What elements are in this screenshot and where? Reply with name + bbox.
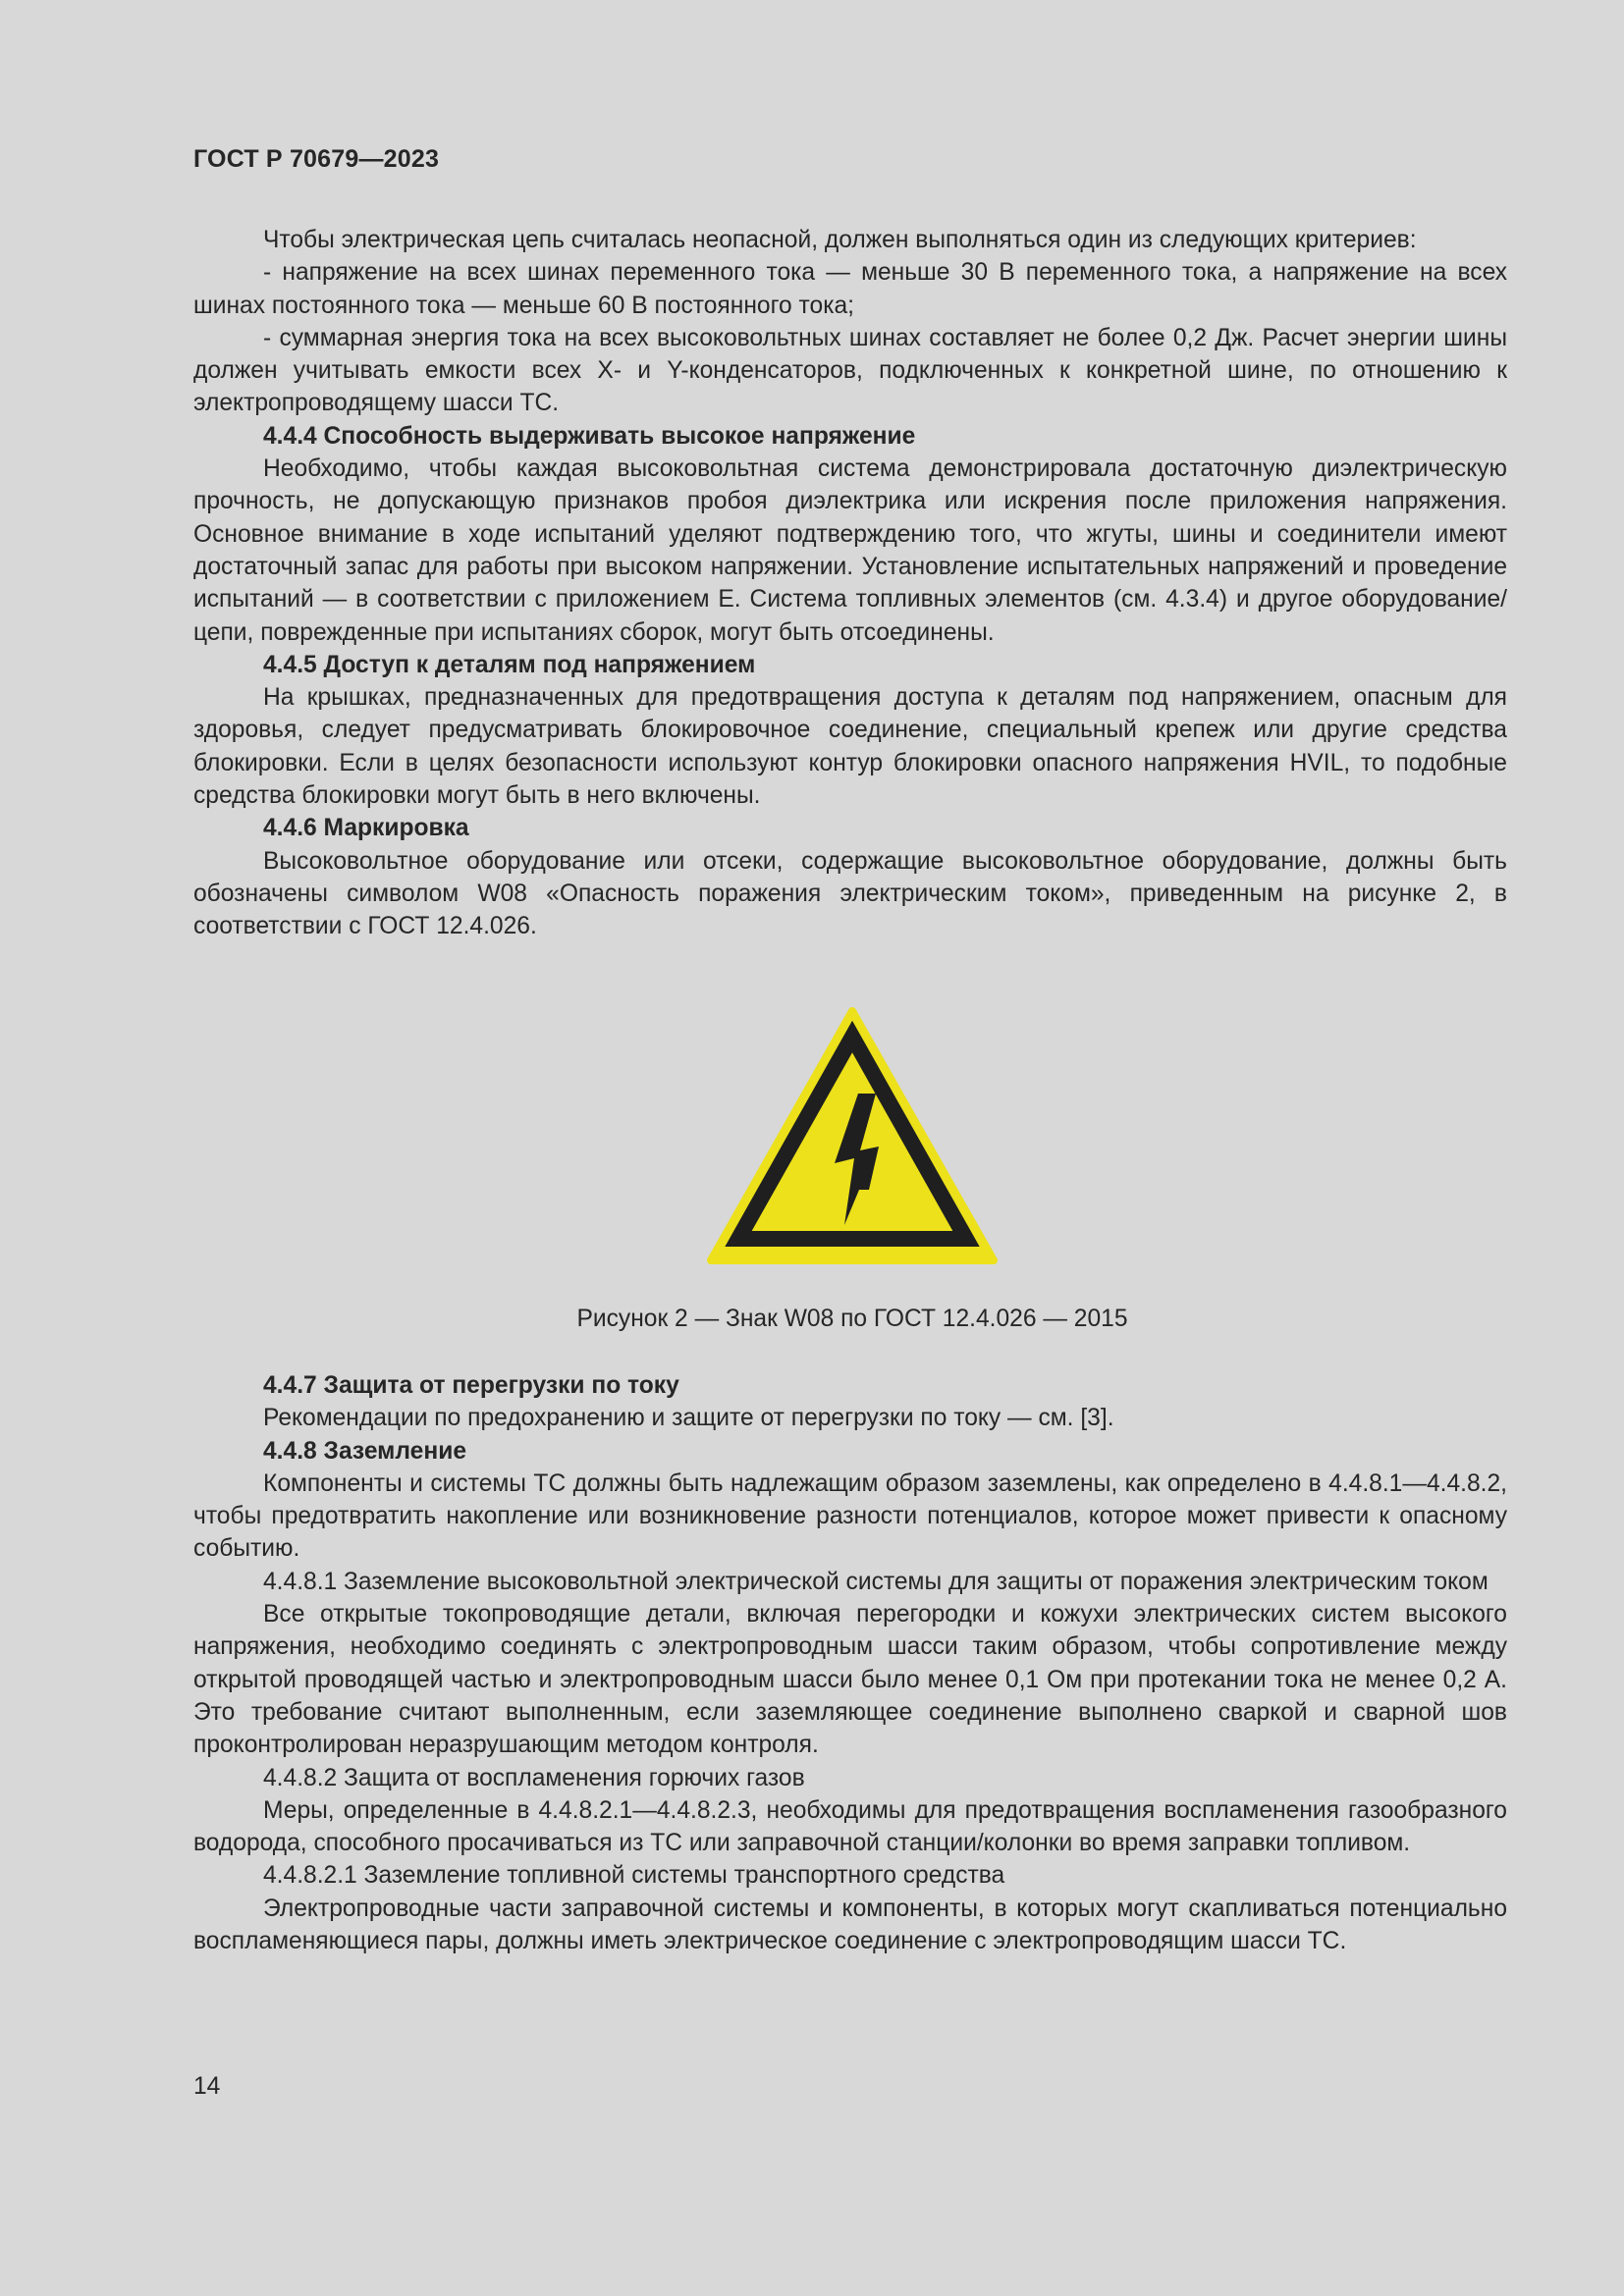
body-text-bottom <box>193 1369 1507 1957</box>
document-header: ГОСТ Р 70679—2023 <box>193 145 440 173</box>
paragraph: Электропроводные части заправочной системы и компоненты, в которых могут скапливаться потенциально воспламеняющиеся пары, должны иметь электрическое соединение с электропроводящим шасси ТС. <box>193 1895 1507 1955</box>
section-heading: 4.4.6 Маркировка <box>263 815 469 842</box>
paragraph: 4.4.8.2.1 Заземление топливной системы транспортного средства <box>263 1862 1005 1890</box>
section-heading: 4.4.5 Доступ к деталям под напряжением <box>263 651 756 678</box>
high-voltage-warning-icon <box>707 1007 998 1264</box>
paragraph: - суммарная энергия тока на всех высоковольтных шинах составляет не более 0,2 Дж. Расчет энергии шины должен учитывать емкости всех X- и Y-конденсаторов, подключенных к конкретной шине, по отношению к электропроводящему шасси ТС. <box>193 324 1507 417</box>
body-text-top <box>193 224 1507 943</box>
paragraph: 4.4.8.1 Заземление высоковольтной электрической системы для защиты от поражения электрическим током <box>263 1568 1489 1595</box>
paragraph: Рекомендации по предохранению и защите от перегрузки по току — см. [3]. <box>263 1405 1114 1432</box>
paragraph: Компоненты и системы ТС должны быть надлежащим образом заземлены, как определено в 4.4.8.1—4.4.8.2, чтобы предотвратить накопление или возникновение разности потенциалов, которое может привести к опасному событию. <box>193 1469 1507 1563</box>
paragraph: 4.4.8.2 Защита от воспламенения горючих газов <box>263 1764 805 1791</box>
paragraph: - напряжение на всех шинах переменного тока — меньше 30 В переменного тока, а напряжение на всех шинах постоянного тока — меньше 60 В постоянного тока; <box>193 259 1507 319</box>
paragraph: Высоковольтное оборудование или отсеки, содержащие высоковольтное оборудование, должны быть обозначены символом W08 «Опасность поражения электрическим током», приведенным на рисунке 2, в соответствии с ГОСТ 12.4.026. <box>193 847 1507 940</box>
paragraph: На крышках, предназначенных для предотвращения доступа к деталям под напряжением, опасным для здоровья, следует предусматривать блокировочное соединение, специальный крепеж или другие средства блокировки. Если в целях безопасности используют контур блокировки опасного напряжения HVIL, то подобные средства блокировки могут быть в него включены. <box>193 684 1507 810</box>
paragraph: Все открытые токопроводящие детали, включая перегородки и кожухи электрических систем высокого напряжения, необходимо соединять с электропроводным шасси таким образом, чтобы сопротивление между открытой проводящей частью и электропроводным шасси было менее 0,1 Ом при протекании тока не менее 0,2 А. Это требование считают выполненным, если заземляющее соединение выполнено сваркой и сварной шов проконтролирован неразрушающим методом контроля. <box>193 1601 1507 1759</box>
section-heading: 4.4.7 Защита от перегрузки по току <box>263 1372 679 1399</box>
figure-caption: Рисунок 2 — Знак W08 по ГОСТ 12.4.026 — 2015 <box>576 1306 1128 1332</box>
paragraph: Необходимо, чтобы каждая высоковольтная система демонстрировала достаточную диэлектрическую прочность, не допускающую признаков пробоя диэлектрика или искрения после приложения напряжения. Основное внимание в ходе испытаний уделяют подтверждению того, что жгуты, шины и соединители имеют достаточный запас для работы при высоком напряжении. Установление испытательных напряжений и проведение испытаний — в соответствии с приложением Е. Система топливных элементов (см. 4.3.4) и другое оборудование/цепи, поврежденные при испытаниях сборок, могут быть отсоединены. <box>193 455 1507 646</box>
section-heading: 4.4.4 Способность выдерживать высокое напряжение <box>263 422 916 450</box>
page-number: 14 <box>193 2073 221 2100</box>
paragraph: Меры, определенные в 4.4.8.2.1—4.4.8.2.3, необходимы для предотвращения воспламенения газообразного водорода, способного просачиваться из ТС или заправочной станции/колонки во время заправки топливом. <box>193 1796 1507 1857</box>
paragraph: Чтобы электрическая цепь считалась неопасной, должен выполняться один из следующих критериев: <box>263 227 1417 253</box>
figure-warning-sign <box>0 1007 1624 1264</box>
section-heading: 4.4.8 Заземление <box>263 1437 466 1465</box>
